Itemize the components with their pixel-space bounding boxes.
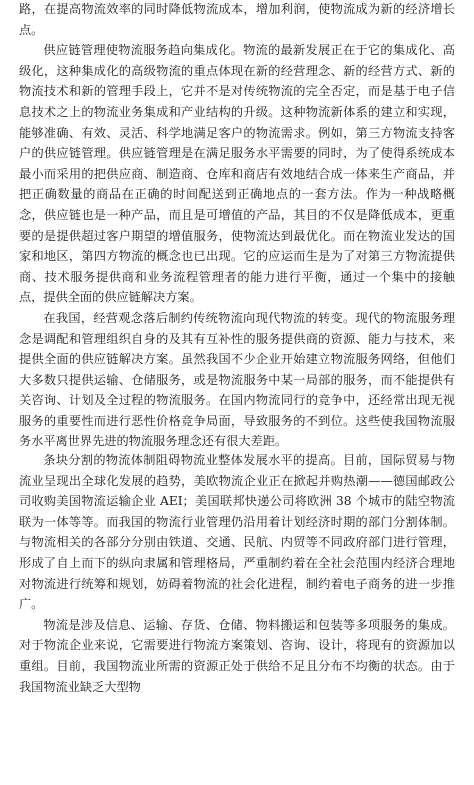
paragraph-supply-chain: 供应链管理使物流服务趋向集成化。物流的最新发展正在于它的集成化、高级化，这种集成化的高级物流的重点体现在新的经营理念、新的经营方式、新的物流技术和新的管理手段上，它并不是对传统物流的完全否定，而是基于电子信息技术之上的物流业务集成和产业结构的升级。这种物流新体系的建立和实现，能够准确、有效、灵活、科学地满足客户的物流需求。例如，第三方物流支持客户的供应链管理。供应链管理是在满足服务水平需要的同时，为了使得系统成本最小而采用的把供应商、制造商、仓库和商店有效地结合成一体来生产商品，并把正确数量的商品在正确的时间配送到正确地点的一套方法。作为一种战略概念，供应链也是一种产品，而且是可增值的产品，其目的不仅是降低成本，更重要的是提供超过客户期望的增值服务，使物流达到最优化。而在物流业发达的国家和地区，第四方物流的概念也已出现。它的应运而生是为了对第三方物流提供商、技术服务提供商和业务流程管理者的能力进行平衡，通过一个集中的接触点，提供全面的供应链解决方案。 xyxy=(19,43,455,305)
text-section-bottom xyxy=(19,450,455,697)
paragraph-logistics-system: 条块分割的物流体制阻碍物流业整体发展水平的提高。目前，国际贸易与物流业呈现出全球化发展的趋势，美欧物流企业正在掀起并购热潮——德国邮政公司收购美国物流运输企业 AEI；美国联邦快递公司将欧洲 38 个城市的陆空物流联为一体等等。而我国的物流行业管理仍沿用着计划经济时期的部门分割体制。与物流相关的各部分分别由铁道、交通、民航、内贸等不同政府部门进行管理，形成了自上而下的纵向隶属和管理格局，严重制约着在全社会范围内经济合理地对物流进行统筹和规划，妨碍着物流的社会化进程，制约着电子商务的进一步推广。 xyxy=(19,453,455,612)
text-section-top xyxy=(19,0,455,452)
paragraph-business-concept: 在我国，经营观念落后制约传统物流向现代物流的转变。现代的物流服务理念是调配和管理组织自身的及其有互补性的服务提供商的资源、能力与技术，来提供全面的供应链解决方案。虽然我国不少企业开始建立物流服务网络，但他们大多数只提供运输、仓储服务，或是物流服务中某一局部的服务，而不能提供有关咨询、计划及全过程的物流服务。在国内物流同行的竞争中，还经常出现无视服务的重要性而进行恶性价格竞争局面，导致服务的不到位。这些使我国物流服务水平离世界先进的物流服务理念还有很大差距。 xyxy=(19,310,455,449)
paragraph-integration: 物流是涉及信息、运输、存货、仓储、物料搬运和包装等多项服务的集成。对于物流企业来说，它需要进行物流方案策划、咨询、设计，将现有的资源加以重组。目前，我国物流业所需的资源正处于供给不足且分布不均衡的状态。由于我国物流业缺乏大型物 xyxy=(19,617,455,694)
paragraph-continued: 路，在提高物流效率的同时降低物流成本，增加利润，使物流成为新的经济增长点。 xyxy=(19,2,455,37)
